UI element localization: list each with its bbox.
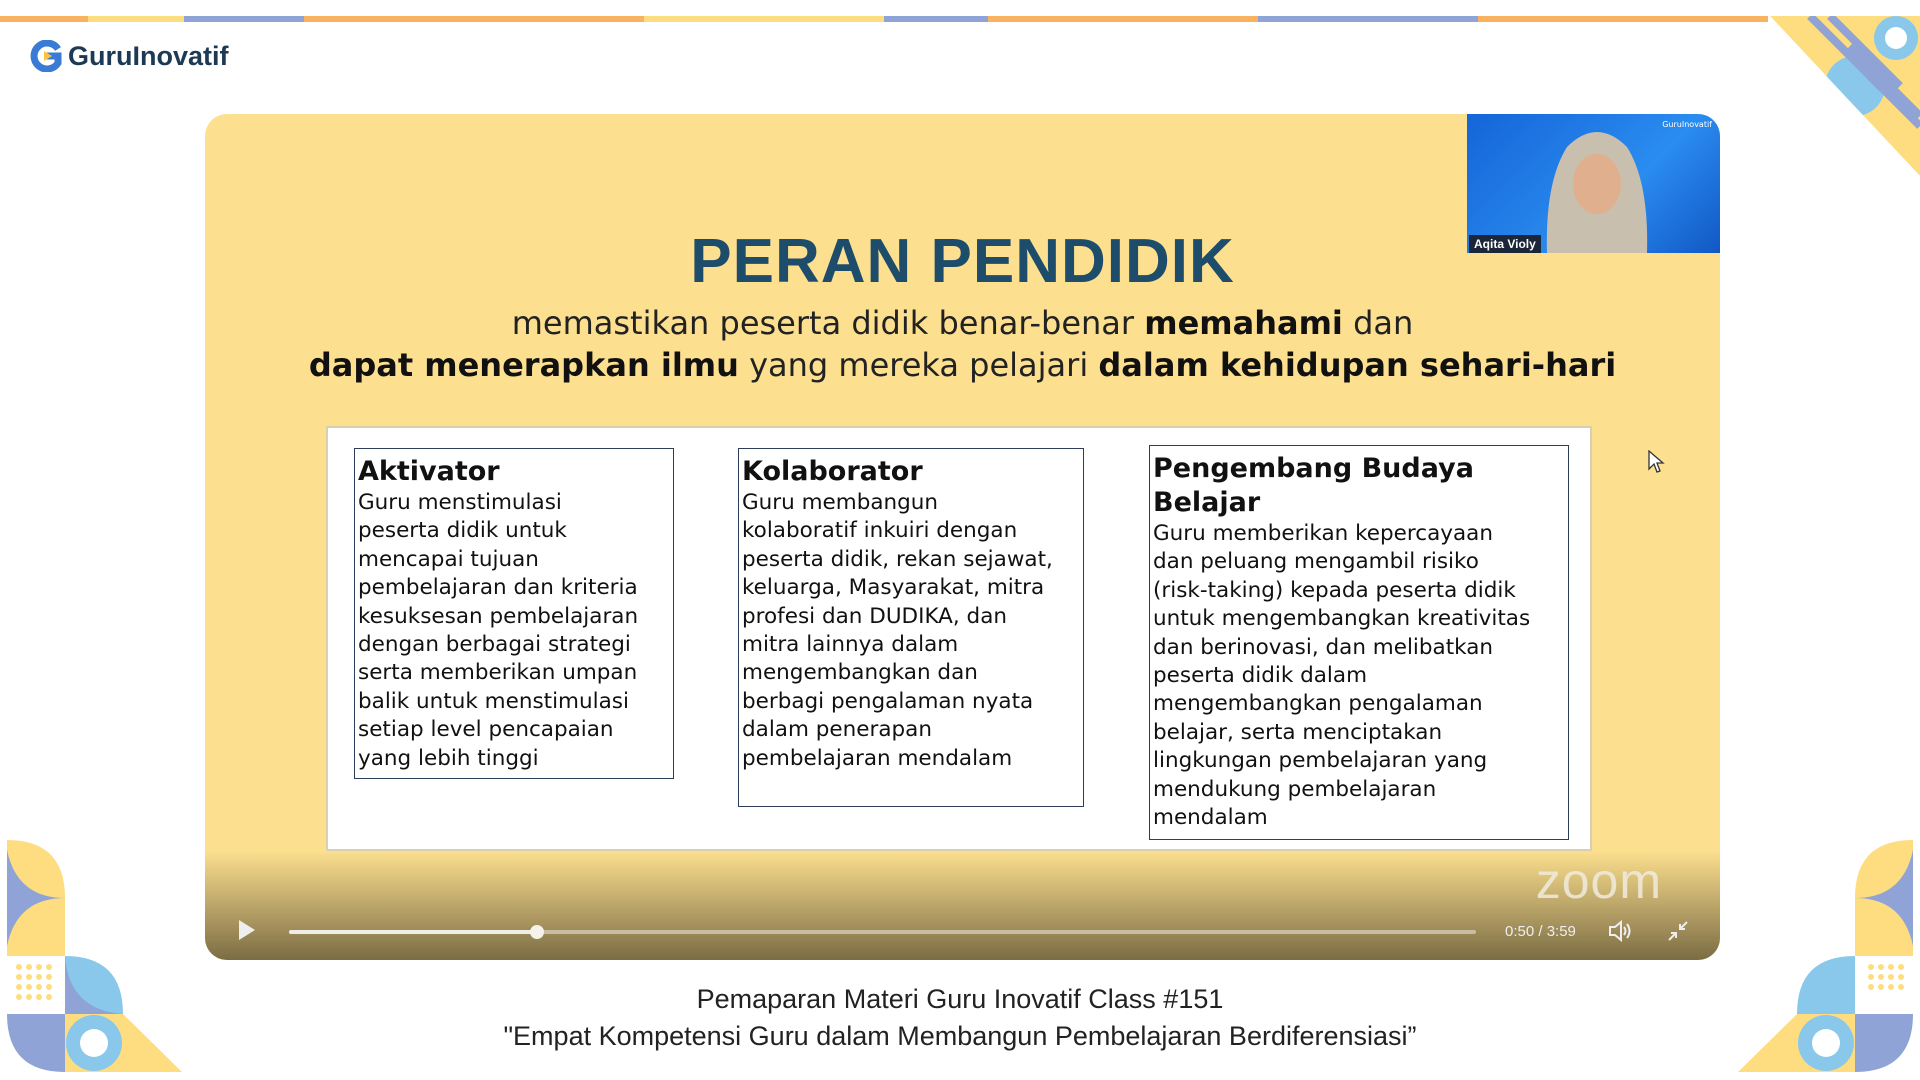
card-text-line: pembelajaran mendalam	[742, 745, 1013, 771]
speaker-name: Aqita Violy	[1469, 235, 1541, 253]
card-text-line: mengembangkan dan	[742, 660, 978, 686]
card-text-line: setiap level pencapaian	[358, 717, 614, 743]
card-text-line: (risk-taking) kepada peserta didik	[1153, 577, 1516, 603]
card-text-line: mitra lainnya dalam	[742, 632, 959, 658]
time-display: 0:50 / 3:59	[1505, 923, 1576, 940]
mouse-cursor-icon	[1648, 450, 1666, 474]
volume-icon[interactable]	[1608, 920, 1634, 942]
slide-subtitle-line1: memastikan peserta didik benar-benar memahami dan	[511, 304, 1414, 342]
card-text-line: profesi dan DUDIKA, dan	[742, 603, 1007, 629]
caption-line1: Pemaparan Materi Guru Inovatif Class #151	[696, 984, 1224, 1014]
card-text-line: kolaboratif inkuiri dengan	[742, 518, 1018, 544]
card-text-line: yang lebih tinggi	[358, 745, 539, 771]
brand-name: GuruInovatif	[68, 40, 229, 71]
video-player[interactable]	[205, 114, 1720, 960]
slide-title: PERAN PENDIDIK	[690, 227, 1235, 296]
card-pengembang-budaya-belajar	[1149, 445, 1569, 840]
brand-logo[interactable]	[30, 40, 229, 72]
corner-decoration-top-right	[1770, 16, 1920, 176]
card-text-line: pembelajaran dan kriteria	[358, 575, 638, 601]
card-text-line: serta memberikan umpan	[358, 660, 638, 686]
card-text-line: peserta didik dalam	[1153, 663, 1368, 689]
card-text-line: Guru membangun	[742, 490, 939, 515]
card-text-line: peserta didik, rekan sejawat,	[742, 546, 1053, 572]
slide-subtitle-line2: dapat menerapkan ilmu yang mereka pelajari dalam kehidupan sehari-hari	[308, 346, 1617, 384]
card-text-line: mengembangkan pengalaman	[1153, 691, 1483, 717]
play-icon[interactable]	[239, 920, 255, 940]
progress-bar[interactable]	[289, 930, 1476, 934]
card-text-line: peserta didik untuk	[358, 518, 567, 544]
speaker-video	[1537, 122, 1657, 253]
card-title: Pengembang Budaya Belajar	[1153, 453, 1474, 518]
card-text-line: dan berinovasi, dan melibatkan	[1153, 634, 1494, 660]
card-text-line: dengan berbagai strategi	[358, 632, 631, 658]
card-kolaborator	[738, 448, 1084, 807]
guruinovatif-logo-icon	[30, 40, 62, 72]
card-text-line: kesuksesan pembelajaran	[358, 603, 639, 629]
progress-fill	[289, 930, 537, 934]
card-title: Aktivator	[358, 456, 500, 487]
caption-line2: "Empat Kompetensi Guru dalam Membangun Pembelajaran Berdiferensiasi”	[503, 1021, 1417, 1051]
card-text-line: untuk mengembangkan kreativitas	[1153, 606, 1531, 632]
roles-panel	[326, 426, 1592, 851]
card-text-line: dalam penerapan	[742, 717, 932, 743]
card-text-line: mendukung pembelajaran	[1153, 776, 1437, 802]
card-title: Kolaborator	[742, 456, 923, 487]
card-text-line: Guru memberikan kepercayaan	[1153, 521, 1493, 546]
card-text-line: mencapai tujuan	[358, 546, 539, 572]
card-aktivator	[354, 448, 674, 779]
webcam-overlay	[1467, 114, 1720, 253]
card-text-line: keluarga, Masyarakat, mitra	[742, 575, 1045, 601]
card-text-line: Guru menstimulasi	[358, 490, 562, 515]
progress-handle[interactable]	[530, 925, 544, 939]
card-text-line: dan peluang mengambil risiko	[1153, 549, 1479, 575]
exit-fullscreen-icon[interactable]	[1667, 920, 1689, 942]
webcam-brand: GuruInovatif	[1662, 120, 1712, 129]
card-text-line: belajar, serta menciptakan	[1153, 719, 1443, 745]
card-text-line: berbagi pengalaman nyata	[742, 688, 1034, 714]
card-text-line: mendalam	[1153, 805, 1268, 831]
card-text-line: lingkungan pembelajaran yang	[1153, 748, 1488, 774]
zoom-watermark: zoom	[1535, 853, 1662, 909]
card-text-line: balik untuk menstimulasi	[358, 688, 629, 714]
player-controls	[205, 850, 1720, 960]
